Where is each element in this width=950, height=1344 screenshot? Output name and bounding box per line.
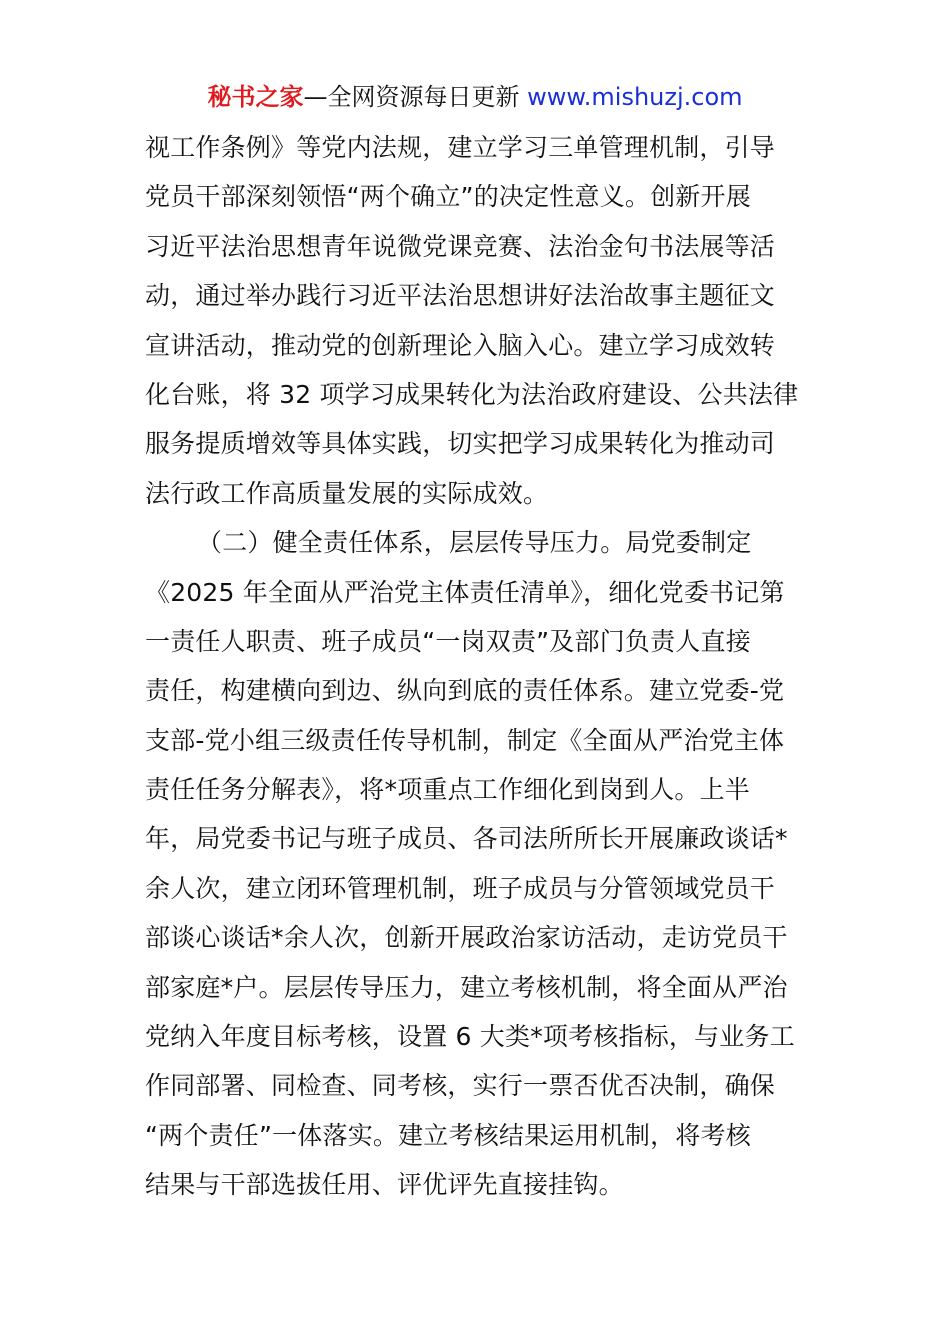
text-line: 一责任人职责、班子成员“一岗双责”及部门负责人直接 [145, 626, 751, 656]
text-line: 责任，构建横向到边、纵向到底的责任体系。建立党委-党 [145, 676, 785, 706]
text-line: 责任任务分解表》，将*项重点工作细化到岗到人。上半 [145, 775, 751, 805]
text-line: 结果与干部选拔任用、评优评先直接挂钩。 [145, 1170, 624, 1200]
text-line: 宣讲活动，推动党的创新理论入脑入心。建立学习成效转 [145, 330, 776, 360]
text-line: 年，局党委书记与班子成员、各司法所所长开展廉政谈话* [145, 824, 788, 854]
text-line: 党员干部深刻领悟“两个确立”的决定性意义。创新开展 [145, 182, 751, 212]
text-line: 《2025 年全面从严治党主体责任清单》，细化党委书记第 [145, 577, 785, 607]
text-line: 化台账，将 32 项学习成果转化为法治政府建设、公共法律 [145, 379, 799, 409]
text-line: 服务提质增效等具体实践，切实把学习成果转化为推动司 [145, 429, 776, 459]
text-line: 余人次，建立闭环管理机制，班子成员与分管领域党员干 [145, 873, 776, 903]
text-line: 支部-党小组三级责任传导机制，制定《全面从严治党主体 [145, 725, 785, 755]
document-body [145, 123, 825, 1210]
text-line: “两个责任”一体落实。建立考核结果运用机制，将考核 [145, 1120, 751, 1150]
text-line: 部家庭*户。层层传导压力，建立考核机制，将全面从严治 [145, 972, 788, 1002]
text-line: 动，通过举办践行习近平法治思想讲好法治故事主题征文 [145, 281, 776, 311]
text-line: 法行政工作高质量发展的实际成效。 [145, 478, 549, 508]
site-tagline: —全网资源每日更新 [303, 83, 520, 111]
text-line: 党纳入年度目标考核，设置 6 大类*项考核指标，与业务工 [145, 1022, 795, 1052]
section-heading-line: （二）健全责任体系，层层传导压力。局党委制定 [197, 528, 752, 558]
text-line: 部谈心谈话*余人次，创新开展政治家访活动，走访党员干 [145, 923, 788, 953]
site-url-link[interactable]: www.mishuzj.com [527, 83, 743, 111]
text-line: 习近平法治思想青年说微党课竞赛、法治金句书法展等活 [145, 231, 776, 261]
site-brand: 秘书之家 [207, 83, 304, 111]
page-header [0, 80, 950, 114]
text-line: 作同部署、同检查、同考核，实行一票否优否决制，确保 [145, 1071, 776, 1101]
text-line: 视工作条例》等党内法规，建立学习三单管理机制，引导 [145, 133, 776, 162]
